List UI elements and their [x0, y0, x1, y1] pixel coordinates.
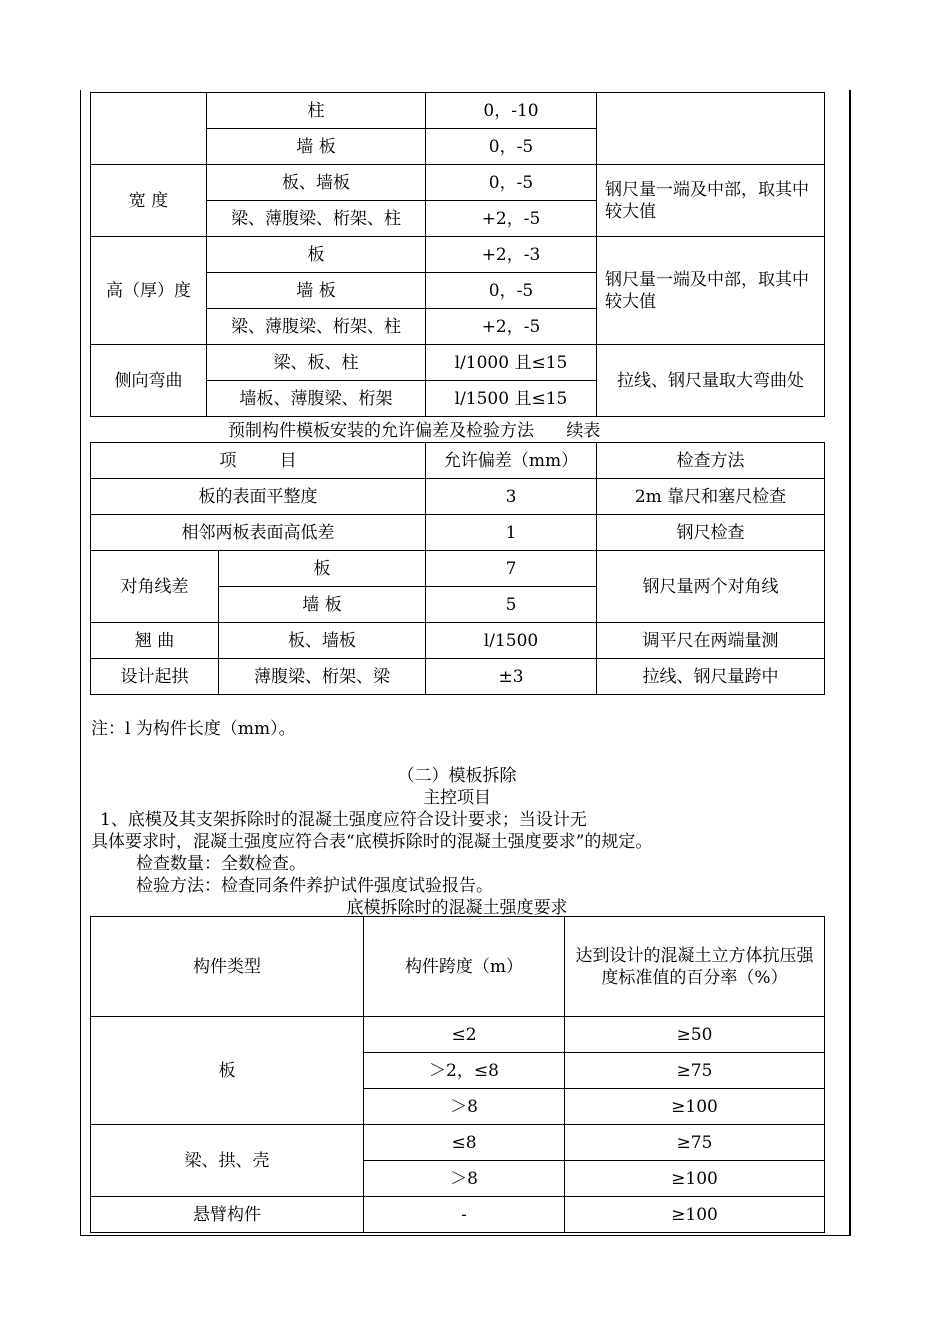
- table-cell: 对角线差: [91, 551, 219, 623]
- table-cell: 墙板、薄腹梁、桁架: [207, 381, 426, 417]
- table-cell: ≥100: [565, 1197, 825, 1233]
- table-cell: 柱: [207, 93, 426, 129]
- table-cell: 薄腹梁、桁架、梁: [219, 659, 426, 695]
- table3-caption: 底模拆除时的混凝土强度要求: [346, 898, 568, 918]
- table-cell: 调平尺在两端量测: [597, 623, 825, 659]
- table-cell: 钢尺量两个对角线: [597, 551, 825, 623]
- check-quantity: 检查数量：全数检查。: [136, 854, 306, 874]
- table-cell: ≥75: [565, 1125, 825, 1161]
- group-width: 宽 度: [91, 165, 207, 237]
- table-cell: 板: [207, 237, 426, 273]
- method-bend: 拉线、钢尺量取大弯曲处: [597, 345, 825, 417]
- table-cell: 翘 曲: [91, 623, 219, 659]
- precast-tolerance-table: [90, 442, 825, 695]
- table-cell: ≥50: [565, 1017, 825, 1053]
- paragraph-line-2: 具体要求时，混凝土强度应符合表“底模拆除时的混凝土强度要求”的规定。: [91, 832, 653, 852]
- table-cell: +2，-5: [426, 309, 597, 345]
- table-cell: 2m 靠尺和塞尺检查: [597, 479, 825, 515]
- table-cell: 板、墙板: [207, 165, 426, 201]
- table-cell: 梁、薄腹梁、桁架、柱: [207, 201, 426, 237]
- group-height: 高（厚）度: [91, 237, 207, 345]
- group-bend: 侧向弯曲: [91, 345, 207, 417]
- method-width: 钢尺量一端及中部，取其中较大值: [597, 165, 825, 237]
- table-cell: 0，-5: [426, 273, 597, 309]
- table-cell: 0，-5: [426, 165, 597, 201]
- type-beam: 梁、拱、壳: [91, 1125, 364, 1197]
- table-cell: ＞8: [364, 1161, 565, 1197]
- table-cell: ＞2，≤8: [364, 1053, 565, 1089]
- table-cell: 拉线、钢尺量跨中: [597, 659, 825, 695]
- table-cell: 0，-10: [426, 93, 597, 129]
- table-cell: l/1500 且≤15: [426, 381, 597, 417]
- table-cell: 板、墙板: [219, 623, 426, 659]
- header-deviation: 允许偏差（mm）: [426, 443, 597, 479]
- header-percent: 达到设计的混凝土立方体抗压强度标准值的百分率（%）: [565, 917, 825, 1017]
- table-cell: 3: [426, 479, 597, 515]
- header-method: 检查方法: [597, 443, 825, 479]
- table-cell: ≤2: [364, 1017, 565, 1053]
- section-subtitle: 主控项目: [423, 788, 491, 808]
- table-cell: ≤8: [364, 1125, 565, 1161]
- table-cell: 设计起拱: [91, 659, 219, 695]
- table-cell: +2，-5: [426, 201, 597, 237]
- table-cell: 0，-5: [426, 129, 597, 165]
- table-cell: 梁、板、柱: [207, 345, 426, 381]
- table-cell: 板: [219, 551, 426, 587]
- table-cell: 5: [426, 587, 597, 623]
- formwork-removal-strength-table: [90, 916, 825, 1233]
- paragraph-line-1: 1、底模及其支架拆除时的混凝土强度应符合设计要求；当设计无: [100, 810, 587, 830]
- type-slab: 板: [91, 1017, 364, 1125]
- table-cell: l/1000 且≤15: [426, 345, 597, 381]
- header-span: 构件跨度（m）: [364, 917, 565, 1017]
- blank-method-cell: [597, 93, 825, 165]
- header-type: 构件类型: [91, 917, 364, 1017]
- table-note: 注：l 为构件长度（mm）。: [91, 719, 296, 739]
- table-cell: 墙 板: [207, 273, 426, 309]
- blank-group-cell: [91, 93, 207, 165]
- table-cell: 1: [426, 515, 597, 551]
- table-cell: ＞8: [364, 1089, 565, 1125]
- method-height: 钢尺量一端及中部，取其中较大值: [597, 237, 825, 345]
- table-cell: ≥75: [565, 1053, 825, 1089]
- table-cell: 墙 板: [219, 587, 426, 623]
- table2-caption: 预制构件模板安装的允许偏差及检验方法 续表: [228, 421, 601, 441]
- table-cell: 7: [426, 551, 597, 587]
- table-cell: 板的表面平整度: [91, 479, 426, 515]
- type-cantilever: 悬臂构件: [91, 1197, 364, 1233]
- table-cell: 钢尺检查: [597, 515, 825, 551]
- table-cell: l/1500: [426, 623, 597, 659]
- table-cell: ≥100: [565, 1161, 825, 1197]
- table-cell: 相邻两板表面高低差: [91, 515, 426, 551]
- table-cell: ±3: [426, 659, 597, 695]
- table-cell: +2，-3: [426, 237, 597, 273]
- table-cell: 墙 板: [207, 129, 426, 165]
- table-cell: 梁、薄腹梁、桁架、柱: [207, 309, 426, 345]
- table-cell: -: [364, 1197, 565, 1233]
- header-item: 项 目: [91, 443, 426, 479]
- dimension-tolerance-table: [90, 92, 825, 417]
- check-method: 检验方法：检查同条件养护试件强度试验报告。: [136, 876, 493, 896]
- table-cell: ≥100: [565, 1089, 825, 1125]
- section-title: （二）模板拆除: [397, 766, 517, 786]
